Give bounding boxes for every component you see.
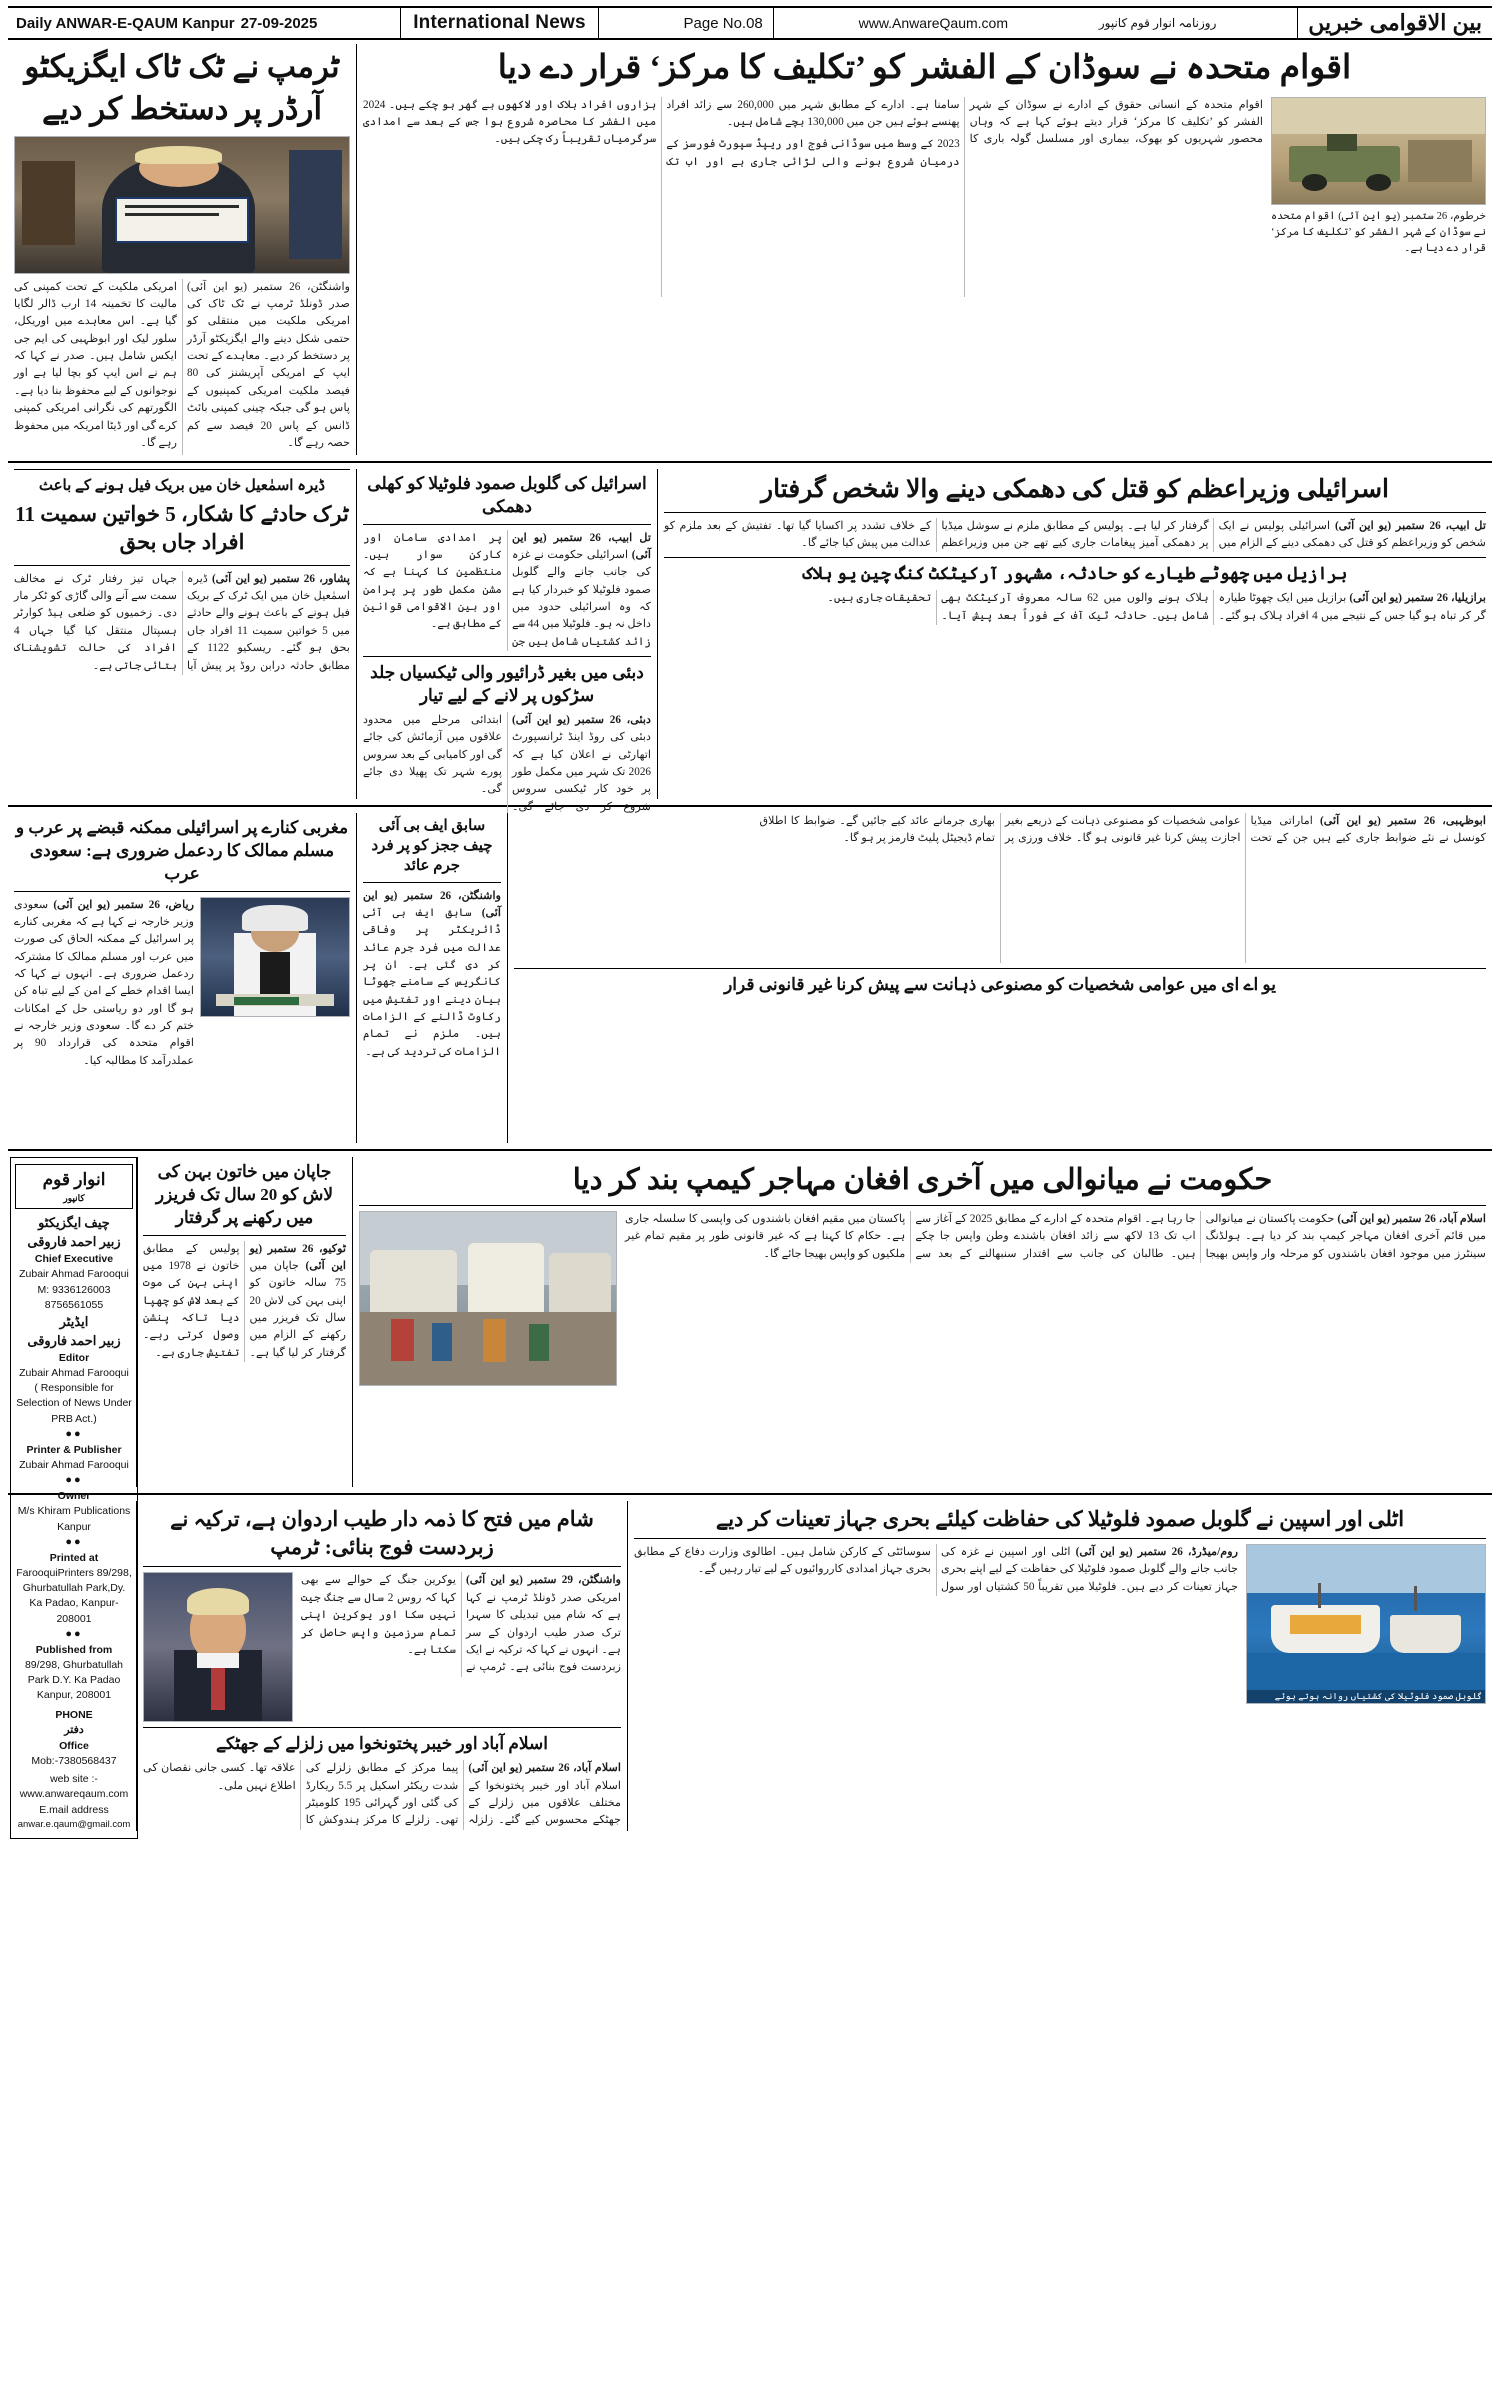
published-from-address: 89/298, Ghurbatullah Park D.Y. Ka Padao Kanpur, 208001 xyxy=(24,1658,124,1702)
phone-label: PHONE xyxy=(55,1708,93,1721)
israel-flotilla-headline: اسرائیل کی گلوبل صمود فلوٹیلا کو کھلی دھمکی xyxy=(367,473,647,516)
west-bank-dateline: ریاض، 26 ستمبر (یو این آئی) xyxy=(53,898,195,911)
divider-dots-4: ●● xyxy=(65,1627,83,1640)
israel-pm-text: اسرائیلی پولیس نے ایک شخص کو وزیراعظم کو قتل کی دھمکی دینے کے الزام میں گرفتار کر لیا ہے۔ پولیس کے مطابق ملزم نے سوشل میڈیا پر دھمکی آمیز پیغامات جاری کیے تھے جن میں وزیراعظم کے خلاف تشدد پر اکسایا گیا تھا۔ تفتیش کے بعد ملزم کو عدالت میں پیش کیا جائے گا۔ xyxy=(664,519,1486,549)
japan-story xyxy=(137,1157,352,1487)
dubai-taxi-body xyxy=(363,712,651,816)
office-label: Office xyxy=(59,1739,89,1752)
japan-dateline: ٹوکیو، 26 ستمبر (یو این آئی) xyxy=(249,1242,347,1272)
editor-role: Editor xyxy=(58,1351,90,1364)
israel-flotilla-body xyxy=(363,530,651,652)
trump-signing-photo xyxy=(14,136,350,274)
chief-role: Chief Executive xyxy=(34,1253,114,1266)
tiktok-body-p2: امریکی ملکیت کے تحت کمپنی کی مالیت کا تخمینہ 14 ارب ڈالر لگایا گیا ہے۔ اس معاہدے میں اوریکل، سلور لیک اور ابوظہبی کی ایم جی ایکس شامل ہیں۔ صدر نے کہا کہ ہم نے اس ایپ کو بچا لیا ہے اور نوجوانوں کے لیے محفوظ بنا دیا ہے۔ الگورتھم کی نگرانی امریکی کمپنی کرے گی اور ڈیٹا امریکہ میں محفوظ رہے گا۔ xyxy=(14,280,177,449)
section-title: International News xyxy=(400,8,599,38)
masthead xyxy=(8,6,1492,40)
band-three xyxy=(8,813,1492,1143)
dera-story xyxy=(8,469,356,799)
west-bank-text: سعودی وزیر خارجہ نے کہا ہے کہ مغربی کنارے پر اسرائیل کے ممکنہ الحاق کی صورت میں عرب اور مسلم ممالک کا مشترکہ ردعمل ضروری ہے۔ انہوں نے کہا کہ ایسا اقدام خطے کے امن کے لیے تباہ کن ہو گا اور دو ریاستی حل کے امکانات ختم کر دے گا۔ سعودی وزیر خارجہ نے اقوام متحدہ کی قرارداد 90 پر عملدرآمد کا مطالبہ کیا۔ xyxy=(14,898,194,1067)
west-bank-story xyxy=(8,813,356,1143)
editor-name-urdu: زبیر احمد فاروقی xyxy=(27,1332,121,1348)
earthquake-text: اسلام آباد اور خیبر پختونخوا کے مختلف علاقوں میں زلزلے کے جھٹکے محسوس کیے گئے۔ زلزلہ پیما مرکز کے مطابق زلزلے کی شدت ریکٹر اسکیل پر 5.5 ریکارڈ کی گئی اور گہرائی 195 کلومیٹر تھی۔ زلزلے کا مرکز ہندوکش کا علاقہ تھا۔ کسی جانی نقصان کی اطلاع نہیں ملی۔ xyxy=(143,1762,621,1827)
chief-name-urdu: زبیر احمد فاروقی xyxy=(27,1234,121,1250)
uae-law-text: اماراتی میڈیا کونسل نے نئے ضوابط جاری کیے ہیں جن کے تحت عوامی شخصیات کو مصنوعی ذہانت کے ذریعے بغیر اجازت پیش کرنا غیر قانونی ہو گا۔ خلاف ورزی پر بھاری جرمانے عائد کیے جائیں گے۔ ضوابط کا اطلاق تمام ڈیجیٹل پلیٹ فارمز پر ہو گا۔ xyxy=(759,814,1486,845)
dera-kicker: ڈیرہ اسمٰعیل خان میں بریک فیل ہونے کے باعث xyxy=(38,477,326,494)
paper-name-text: Daily ANWAR-E-QAUM Kanpur xyxy=(16,14,235,32)
printer-role: Printer & Publisher xyxy=(26,1443,122,1456)
band-five xyxy=(8,1501,1492,1831)
owner-role: Owner xyxy=(57,1490,91,1503)
israel-flotilla-dateline: تل ابیب، 26 ستمبر (یو این آئی) xyxy=(512,531,652,562)
page-number: Page No.08 xyxy=(674,8,774,38)
fbi-body xyxy=(363,888,501,1062)
tiktok-body-p1: واشنگٹن، 26 ستمبر (یو این آئی) صدر ڈونلڈ ٹرمپ نے ٹک ٹاک کی امریکی ملکیت میں منتقلی کو حتمی شکل دینے والے ایگزیکٹو آرڈر پر دستخط کر دیے۔ معاہدے کے تحت ایپ کے امریکی آپریشنز کی 80 فیصد ملکیت امریکی کمپنیوں کے پاس ہو گی جبکہ چینی کمپنی بائٹ ڈانس کے پاس 20 فیصد سے کم حصہ رہے گا۔ xyxy=(187,280,350,449)
israel-pm-headline: اسرائیلی وزیراعظم کو قتل کی دھمکی دینے والا شخص گرفتار xyxy=(761,475,1389,503)
chief-mobile: M: 9336126003 xyxy=(37,1283,111,1296)
earthquake-dateline: اسلام آباد، 26 ستمبر (یو این آئی) xyxy=(468,1762,621,1775)
fbi-story xyxy=(357,813,507,1143)
brazil-plane-headline: برازیل میں چھوٹے طیارے کو حادثہ، مشہور آرکیٹکٹ کنگ چین یو ہلاک xyxy=(802,564,1348,584)
sudan-body-p1: اقوام متحدہ کے انسانی حقوق کے ادارے نے سوڈان کے شہر الفشر کو ’تکلیف کا مرکز‘ قرار دیتے ہوئے کہا ہے کہ وہاں محصور شہریوں کو بھوک، بیماری اور مسلسل گولہ باری کا سامنا ہے۔ ادارے کے مطابق شہر میں 260,000 سے زائد افراد پھنسے ہوئے ہیں جن میں 130,000 بچے شامل ہیں۔ xyxy=(666,98,1263,146)
dera-dateline: پشاور، 26 ستمبر (یو این آئی) xyxy=(211,572,350,585)
flotilla-boats-photo xyxy=(1246,1544,1486,1704)
west-bank-headline: مغربی کنارے پر اسرائیلی ممکنہ قبضے پر عرب و مسلم ممالک کا ردعمل ضروری ہے: سعودی عرب xyxy=(15,817,349,883)
refugee-camp-photo xyxy=(359,1211,617,1386)
israel-flotilla-story xyxy=(357,469,657,813)
masthead-paper-name xyxy=(8,8,325,38)
printer-name: Zubair Ahmad Farooqui xyxy=(19,1458,129,1471)
divider-dots-1: ●● xyxy=(65,1427,83,1440)
office-label-urdu: دفتر xyxy=(64,1723,84,1736)
saudi-official-photo xyxy=(200,897,350,1017)
trump-portrait-photo xyxy=(143,1572,293,1722)
masthead-logo xyxy=(15,1164,133,1210)
dera-text: ڈیرہ اسمٰعیل خان میں ایک ٹرک کے بریک فیل ہونے کے باعث ہونے والے حادثے میں 5 خواتین سمیت 11 افراد جاں بحق ہو گئے۔ ریسکیو 1122 کے مطابق حادثہ درابن روڈ پر پیش آیا جہاں تیز رفتار ٹرک نے مخالف سمت سے آنے والی گاڑی کو ٹکر مار دی۔ زخمیوں کو ضلعی ہیڈ کوارٹر ہسپتال منتقل کیا گیا جہاں 4 افراد کی حالت تشویشناک بتائی جاتی ہے۔ xyxy=(14,572,350,672)
tiktok-headline: ٹرمپ نے ٹک ٹاک ایگزیکٹو آرڈر پر دستخط کر دیے xyxy=(24,49,340,126)
imprint-column xyxy=(8,1157,136,1830)
brazil-plane-dateline: برازیلیا، 26 ستمبر (یو این آئی) xyxy=(1349,592,1487,605)
japan-headline: جاپان میں خاتون بہن کی لاش کو 20 سال تک فریزر میں رکھنے پر گرفتار xyxy=(155,1161,334,1227)
logo-urdu-text: انوار قوم xyxy=(42,1169,106,1189)
chief-mobile-2: 8756561055 xyxy=(44,1298,104,1311)
chief-label-urdu: چیف ایگزیکٹو xyxy=(38,1215,110,1231)
sudan-body-p2: 2023 کے وسط میں سوڈانی فوج اور ریپڈ سپورٹ فورسز کے درمیان شروع ہونے والی لڑائی جاری ہے اور اب تک ہزاروں افراد ہلاک اور لاکھوں بے گھر ہو چکے ہیں۔ 2024 میں الفشر کا محاصرہ شروع ہوا جس کے بعد سے امدادی سرگرمیاں تقریباً رک چکی ہیں۔ xyxy=(363,98,960,168)
tiktok-story xyxy=(8,44,356,455)
website-label: web site :- xyxy=(50,1773,98,1786)
myanmar-camp-dateline: اسلام آباد، 26 ستمبر (یو این آئی) xyxy=(1337,1212,1486,1225)
syria-erdogan-dateline: واشنگٹن، 29 ستمبر (یو این آئی) xyxy=(466,1574,621,1587)
myanmar-camp-text2: طالبان کی جانب سے اقتدار سنبھالنے کے بعد سے پاکستان میں مقیم افغان باشندوں کی واپسی کا سلسلہ جاری ہے۔ حکام کا کہنا ہے کہ غیر قانونی طور پر مقیم تمام غیر ملکیوں کو واپس بھیجا جائے گا۔ xyxy=(625,1212,1164,1260)
website-value[interactable]: www.anwareqaum.com xyxy=(19,1788,129,1801)
syria-erdogan-text: امریکی صدر ڈونلڈ ٹرمپ نے کہا ہے کہ شام میں تبدیلی کا سہرا ترک صدر طیب اردوان کے سر ہے۔ انہوں نے کہا کہ ترکیہ نے ایک زبردست فوج بنائی ہے۔ ٹرمپ نے یوکرین جنگ کے حوالے سے بھی کہا کہ روس 2 سال سے جنگ جیت نہیں سکا اور یوکرین اپنی تمام سرزمین واپس حاصل کر سکتا ہے۔ xyxy=(301,1574,621,1674)
israel-pm-body xyxy=(664,518,1486,553)
italy-spain-story xyxy=(628,1501,1492,1831)
earthquake-headline: اسلام آباد اور خیبر پختونخوا میں زلزلے کے جھٹکے xyxy=(216,1734,548,1754)
sudan-story xyxy=(357,44,1492,455)
website-url[interactable]: www.AnwareQaum.com xyxy=(858,15,1008,31)
divider-dots-2: ●● xyxy=(65,1474,83,1487)
fbi-dateline: واشنگٹن، 26 ستمبر (یو این آئی) xyxy=(363,889,502,919)
italy-spain-body xyxy=(634,1544,1238,1596)
flotilla-photo-caption: گلوبل صمود فلوٹیلا کی کشتیاں روانہ ہوتے ہوئے xyxy=(1247,1690,1485,1703)
sudan-headline: اقوام متحدہ نے سوڈان کے الفشر کو ’تکلیف کا مرکز‘ قرار دے دیا xyxy=(497,50,1352,86)
myanmar-camp-text: حکومت پاکستان نے میانوالی میں قائم آخری افغان مہاجر کیمپ بند کر دیا ہے۔ ہولڈنگ سینٹرز میں موجود افغان باشندوں کو مرحلہ وار واپس بھیجا جا رہا ہے۔ اقوام متحدہ کے ادارے کے مطابق 2025 کے آغاز سے اب تک 13 لاکھ سے زائد افغان باشندے وطن واپس جا چکے ہیں۔ xyxy=(915,1212,1486,1260)
uae-law-story xyxy=(508,813,1492,1143)
fbi-headline: سابق ایف بی آئی چیف ججز کو پر فرد جرم عائد xyxy=(371,817,493,875)
fbi-text: سابق ایف بی آئی ڈائریکٹر پر وفاقی عدالت میں فرد جرم عائد کر دی گئی ہے۔ ان پر کانگریس کے سامنے جھوٹا بیان دینے اور تفتیش میں رکاوٹ ڈالنے کے الزامات ہیں۔ ملزم نے تمام الزامات کی تردید کی ہے۔ xyxy=(363,906,501,1058)
dubai-taxi-dateline: دبئی، 26 ستمبر (یو این آئی) xyxy=(512,714,651,727)
brazil-plane-body xyxy=(664,590,1486,625)
printed-at-address: FarooquiPrinters 89/298, Ghurbatullah Park,Dy. Ka Padao, Kanpur-208001 xyxy=(16,1566,132,1625)
myanmar-camp-body xyxy=(625,1211,1486,1263)
israel-flotilla-text: اسرائیلی حکومت نے غزہ کی جانب جانے والے گلوبل صمود فلوٹیلا کو خبردار کیا ہے کہ وہ اسرائیلی حدود میں داخل نہ ہو۔ فلوٹیلا میں 44 سے زائد کشتیاں شامل ہیں جن پر امدادی سامان اور کارکن سوار ہیں۔ منتظمین کا کہنا ہے کہ مشن مکمل طور پر پرامن اور بین الاقوامی قوانین کے مطابق ہے۔ xyxy=(363,531,651,648)
israel-pm-dateline: تل ابیب، 26 ستمبر (یو این آئی) xyxy=(1334,519,1486,532)
masthead-urdu-title: بین الاقوامی خبریں xyxy=(1297,8,1492,38)
divider-dots-3: ●● xyxy=(65,1535,83,1548)
chief-name: Zubair Ahmad Farooqui xyxy=(19,1268,129,1281)
japan-body xyxy=(143,1241,346,1363)
israel-pm-story xyxy=(658,469,1492,799)
brazil-plane-text: برازیل میں ایک چھوٹا طیارہ گر کر تباہ ہو گیا جس کے نتیجے میں 4 افراد ہلاک ہو گئے۔ ہلاک ہونے والوں میں 62 سالہ معروف آرکیٹکٹ بھی شامل ہیں۔ حادثہ ٹیک آف کے فوراً بعد پیش آیا۔ تحقیقات جاری ہیں۔ xyxy=(827,592,1486,622)
syria-erdogan-story xyxy=(137,1501,627,1831)
email-label: E.mail address xyxy=(39,1803,109,1816)
west-bank-body xyxy=(14,897,194,1071)
syria-erdogan-headline: شام میں فتح کا ذمہ دار طیب اردوان ہے، ترکیہ نے زبردست فوج بنائی: ٹرمپ xyxy=(170,1506,594,1560)
dera-headline: ٹرک حادثے کا شکار، 5 خواتین سمیت 11 افراد جاں بحق xyxy=(15,502,349,555)
myanmar-camp-story xyxy=(353,1157,1492,1487)
uae-law-headline: یو اے ای میں عوامی شخصیات کو مصنوعی ذہانت سے پیش کرنا غیر قانونی قرار xyxy=(724,974,1276,994)
italy-spain-dateline: روم/میڈرڈ، 26 ستمبر (یو این آئی) xyxy=(1075,1546,1239,1559)
uae-extra-body xyxy=(514,813,1486,963)
tiktok-body xyxy=(14,279,350,455)
owner-name: M/s Khiram Publications Kanpur xyxy=(17,1505,131,1533)
logo-sub-text: کانپور xyxy=(63,1193,85,1204)
uae-law-dateline: ابوظہبی، 26 ستمبر (یو این آئی) xyxy=(1320,814,1486,827)
band-two xyxy=(8,469,1492,813)
masthead-urdu-subline: روزنامہ انوار قوم کانپور xyxy=(1098,15,1217,30)
syria-erdogan-body xyxy=(301,1572,621,1676)
published-from-label: Published from xyxy=(35,1643,113,1656)
imprint-spacer xyxy=(8,1501,136,1831)
printed-at-label: Printed at xyxy=(49,1551,99,1564)
sudan-body xyxy=(363,97,1263,297)
earthquake-body xyxy=(143,1760,621,1829)
editor-name: Zubair Ahmad Farooqui xyxy=(19,1366,129,1379)
italy-spain-headline: اٹلی اور اسپین نے گلوبل صمود فلوٹیلا کی حفاظت کیلئے بحری جہاز تعینات کر دیے xyxy=(715,1506,1405,1531)
editor-label-urdu: ایڈیٹر xyxy=(59,1314,89,1330)
dubai-taxi-headline: دبئی میں بغیر ڈرائیور والی ٹیکسیاں جلد سڑکوں پر لانے کے لیے تیار xyxy=(370,663,644,706)
lead-story-block xyxy=(8,44,1492,455)
dubai-taxi-text: دبئی کی روڈ اینڈ ٹرانسپورٹ اتھارٹی نے اعلان کیا ہے کہ 2026 تک شہر میں مکمل طور پر خود کار ٹیکسی سروس شروع کر دی جائے گی۔ ابتدائی مرحلے میں محدود علاقوں میں آزمائش کی جائے گی اور کامیابی کے بعد سروس پورے شہر تک پھیلا دی جائے گی۔ xyxy=(363,714,651,813)
office-mobile[interactable]: Mob:-7380568437 xyxy=(31,1755,117,1767)
dera-body xyxy=(14,571,350,675)
myanmar-camp-headline: حکومت نے میانوالی میں آخری افغان مہاجر کیمپ بند کر دیا xyxy=(572,1163,1273,1196)
sudan-convoy-photo xyxy=(1271,97,1486,205)
email-value[interactable]: anwar.e.qaum@gmail.com xyxy=(17,1818,131,1830)
editor-note: ( Responsible for Selection of News Under PRB Act.) xyxy=(16,1382,132,1425)
issue-date: 27-09-2025 xyxy=(240,14,318,32)
italy-spain-text: اٹلی اور اسپین نے غزہ کی جانب جانے والے گلوبل صمود فلوٹیلا کی حفاظت کے لیے اپنے بحری جہاز تعینات کر دیے ہیں۔ فلوٹیلا میں تقریباً 50 کشتیاں اور سول سوسائٹی کے کارکن شامل ہیں۔ اطالوی وزارت دفاع کے مطابق بحری جہاز امدادی کارروائیوں کے لیے تیار رہیں گے۔ xyxy=(634,1546,1238,1593)
japan-text: جاپان میں 75 سالہ خاتون کو اپنی بہن کی لاش 20 سال تک فریزر میں رکھنے کے الزام میں گرفتار کر لیا گیا ہے۔ پولیس کے مطابق خاتون نے 1978 میں اپنی بہن کی موت کے بعد لاش کو چھپا دیا تاکہ پنشن وصول کرتی رہے۔ تفتیش جاری ہے۔ xyxy=(143,1242,346,1359)
sudan-photo-dateline: خرطوم، 26 ستمبر (یو این آئی) اقوام متحدہ نے سوڈان کے شہر الفشر کو ’تکلیف کا مرکز‘ قرار دے دیا ہے۔ xyxy=(1271,210,1486,255)
